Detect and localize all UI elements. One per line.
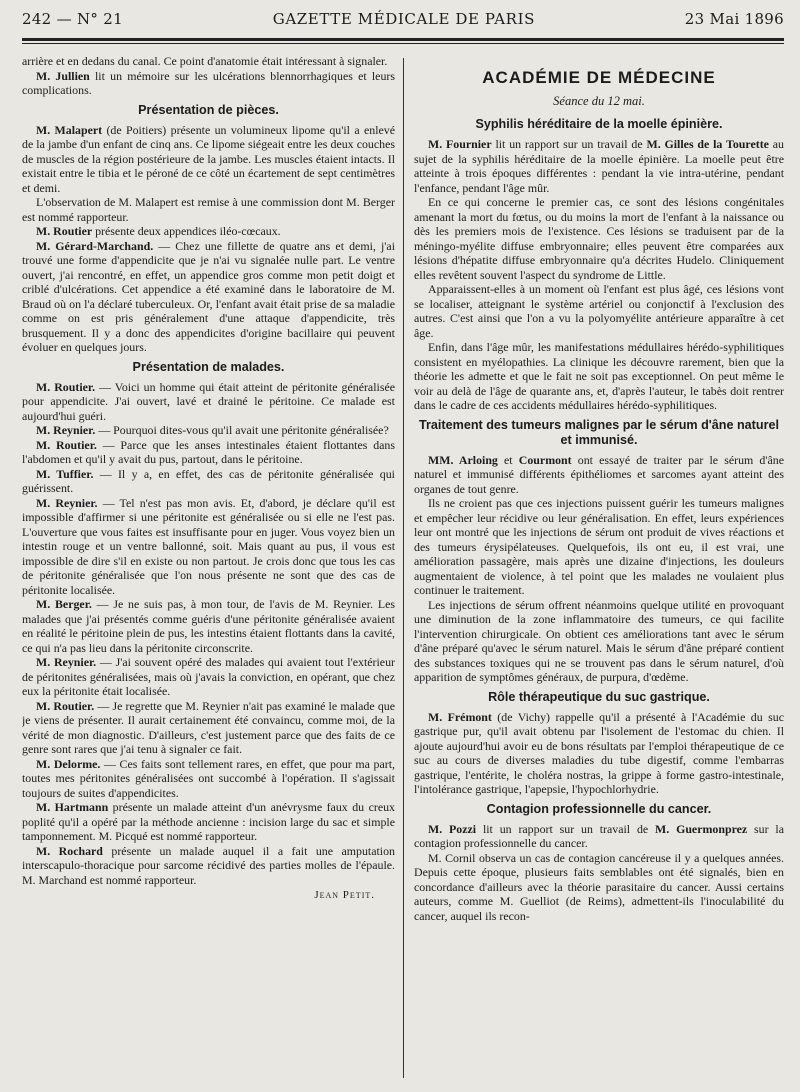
paragraph-text: — Ces faits sont tellement rares, en effet, que pour ma part, toutes mes péritonites généralisées ont succombé à l'opération. Il s'agissait toujours de suites d'appendicites. — [22, 756, 395, 800]
paragraph-routier-2 — [22, 380, 395, 424]
paragraph-fremont — [414, 710, 784, 797]
paragraph-text: lit un rapport sur un travail de — [491, 137, 647, 151]
speaker-name: M. Routier. — [36, 379, 96, 394]
paragraph-reynier-2 — [22, 496, 395, 598]
paragraph-arloing — [414, 453, 784, 497]
speaker-name: M. Delorme. — [36, 756, 101, 771]
paragraph-text: — Je regrette que M. Reynier n'ait pas examiné le malade que je viens de présenter. Il aurait certainement été convaincu, comme moi, de la vérité de mon diagnostic. D'ailleurs, c'est justement parce que des faits de ce genre sont rares que j'ai tenu à signaler ce fait. — [22, 698, 395, 756]
speaker-name: M. Frémont — [428, 709, 492, 724]
section-title-academie: ACADÉMIE DE MÉDECINE — [482, 68, 716, 87]
paragraph-reynier-3 — [22, 655, 395, 699]
paragraph-text: — Tel n'est pas mon avis. Et, d'abord, je déclare qu'il est impossible d'affirmer si une péritonite est généralisée ou si elle ne l'est pas. L'ouverture que vous faites est insuffisante pour en juger. Vous voyez bien un intestin rouge et un ventre ballonné, soit. Mais quant au pus, il vous est impossible de dire s'il en existe ou non partout. Je crois donc que tous les cas de péritonite généralisée que l'on nous présente ne sont que des cas de péritonite localisée. — [22, 495, 395, 597]
speaker-name: MM. Arloing — [428, 452, 498, 467]
paragraph-malapert — [22, 123, 395, 196]
header-rule-thin — [22, 43, 784, 44]
paragraph-text: — Voici un homme qui était atteint de péritonite généralisée pour appendicite. J'ai ouvert, lavé et drainé le péritoine. Ce malade est aujourd'hui guéri. — [22, 379, 395, 423]
paragraph-text: — Il y a, en effet, des cas de péritonite généralisée qui guérissent. — [22, 466, 395, 495]
author-signature: Jean Petit. — [314, 889, 375, 901]
speaker-name: M. Routier. — [36, 437, 97, 452]
paragraph-injections: Les injections de sérum offrent néanmoins quelque utilité en provoquant une diminution de la zone inflammatoire des tumeurs, ce qui facilite l'intervention chirurgicale. On obtient ces améliorations tant avec le sérum d'âne préparé qu'avec le sérum naturel. Mais le sérum d'âne préparé contient des substances toxiques qui ne se trouvent pas dans le sérum naturel, d'où apparition de symptômes généraux, de purpura, d'œdème. — [414, 597, 784, 684]
paragraph-cornil: M. Cornil observa un cas de contagion cancéreuse il y a quelques années. Depuis cette époque, plusieurs faits semblables ont été signalés, bien en concordance d'ailleurs avec la théorie parasitaire du cancer. Aussi certains auteurs, comme M. Guelliot (de Reims), admettent-ils l'inoculabilité du cancer, auquel ils recon- — [414, 850, 784, 923]
paragraph-fournier — [414, 137, 784, 195]
paragraph-text: lit un mémoire sur les ulcérations blennorrhagiques et leurs complications. — [22, 68, 395, 97]
columns — [22, 54, 784, 1078]
left-column — [22, 54, 403, 1074]
speaker-name: M. Malapert — [36, 122, 103, 137]
speaker-name: M. Berger. — [36, 597, 92, 611]
paragraph-text: (de Vichy) rappelle qu'il a présenté à l'Académie du suc gastrique pur, qu'il avait obtenu par l'isolement de l'estomac du chien. Il ajoute aujourd'hui avoir eu de bons résultats par l'emploi thérapeutique de ce suc au cours de diverses maladies du tube digestif, comme l'embarras gastrique, l'entérite, le choléra nostras, la grippe à forme gastro-intestinale, l'intolérance gastrique, l'apepsie, l'hypochlorhydrie. — [414, 709, 784, 796]
speaker-name: M. Rochard — [36, 843, 103, 858]
paragraph-text: ont essayé de traiter par le sérum d'âne naturel et immunisé différents épithéliomes et sarcomes ayant atteint des organes de tout genre. — [414, 452, 784, 496]
paragraph-routier-3 — [22, 438, 395, 467]
speaker-name: Courmont — [518, 452, 572, 467]
paragraph-routier-1 — [22, 224, 395, 239]
paragraph-rochard — [22, 844, 395, 888]
paragraph-text: présente deux appendices iléo-cœcaux. — [92, 224, 281, 238]
paragraph-apparaissent: Apparaissent-elles à un moment où l'enfant est plus âgé, ces lésions vont se localiser, atteignant le système artériel ou conjonctif à l'exclusion des autres. C'est ainsi que l'on a vu la polyomyélite antérieure apparaître à cet âge. — [414, 282, 784, 340]
author-name: M. Guermonprez — [655, 821, 748, 836]
speaker-name: M. Routier — [36, 224, 93, 238]
paragraph-gerard-marchand — [22, 239, 395, 355]
paragraph-hartmann — [22, 800, 395, 844]
speaker-name: M. Routier. — [36, 698, 95, 713]
author-name: M. Gilles de la Tourette — [646, 137, 769, 151]
paragraph-text: et — [497, 452, 519, 467]
paragraph-text: présente un malade auquel il a fait une amputation interscapulo-thoracique pour sarcome récidivé des parties molles de l'épaule. M. Marchand est nommé rapporteur. — [22, 843, 395, 887]
section-heading-tumeurs: Traitement des tumeurs malignes par le sérum d'âne naturel et immunisé. — [419, 417, 779, 447]
paragraph-text: — J'ai souvent opéré des malades qui avaient tout l'extérieur de péritonites généralisées, mais où j'avais la conviction, en opérant, que chez eux la péritonite était localisée. — [22, 655, 395, 698]
speaker-name: M. Reynier. — [36, 495, 98, 510]
paragraph-routier-4 — [22, 699, 395, 757]
paragraph-tuffier — [22, 467, 395, 496]
paragraph-delorme — [22, 757, 395, 801]
speaker-name: M. Hartmann — [36, 800, 109, 814]
page-header — [22, 10, 784, 32]
paragraph-text: (de Poitiers) présente un volumineux lipome qu'il a enlevé de la jambe d'un enfant de cinq ans. Ce lipome siégeait entre les deux couches de muscles de la région postérieure de la jambe. Les muscles étaient intacts. Il existait entre le tibia et le péroné de ce côté un écartement de sept centimètres et demi. — [22, 122, 395, 195]
paragraph-berger — [22, 597, 395, 655]
paragraph-text: sur la contagion professionnelle du cancer. — [414, 821, 784, 850]
speaker-name: M. Reynier. — [36, 655, 97, 669]
paragraph-text: lit un rapport sur un travail de — [476, 821, 656, 836]
paragraph-ils-ne-croient: Ils ne croient pas que ces injections puissent guérir les tumeurs malignes et empêcher leur récidive ou leur généralisation. En effet, leurs expériences leur ont montré que les injections de sérum ont produit de vives réactions et des tumeurs érysipélateuses. Quelquefois, ils ont eu, il est vrai, une amélioration passagère, mais après une dizaine d'injections, les douleurs augmentaient de violence, à tel point que les malades ne voulaient plus continuer le traitement. — [414, 496, 784, 597]
section-heading-malades: Présentation de malades. — [132, 359, 285, 374]
paragraph-text: — Je ne suis pas, à mon tour, de l'avis de M. Reynier. Les malades que j'ai présentés comme guéris d'une péritonite généralisée avaient en réalité le péritoine plein de pus, les intestins étaient flottants dans la cavité, ce qui n'a pas lieu dans la péritonite circonscrite. — [22, 597, 395, 655]
speaker-name: M. Jullien — [36, 68, 90, 83]
paragraph-pozzi — [414, 822, 784, 851]
speaker-name: M. Reynier. — [36, 423, 96, 437]
paragraph-premier-cas: En ce qui concerne le premier cas, ce sont des lésions congénitales amenant la mort du fœtus, ou du moins la mort de l'enfant à la naissance ou dès les premiers mois de l'existence. Ces lésions se traduisent par de la méningo-myélite diffuse embryonnaire; elles peuvent être comparées aux lésions d'hépatite diffuse embryonnaire qu'a décrites Hudelo. Cliniquement elles revêtent souvent l'aspect du syndrome de Little. — [414, 195, 784, 282]
speaker-name: M. Tuffier. — [36, 466, 94, 481]
section-heading-cancer: Contagion professionnelle du cancer. — [486, 801, 712, 816]
speaker-name: M. Fournier — [428, 137, 492, 151]
session-date: Séance du 12 mai. — [553, 94, 645, 108]
paragraph-intro: arrière et en dedans du canal. Ce point d'anatomie était intéressant à signaler. — [22, 54, 388, 68]
page-number: 242 — N° 21 — [22, 10, 123, 28]
paragraph-text: au sujet de la syphilis héréditaire de la moelle épinière. La moelle peut être atteinte à trois époques différentes : pendant la vie intra-utérine, pendant l'enfance, pendant l'âge mûr. — [414, 137, 784, 195]
speaker-name: M. Gérard-Marchand. — [36, 238, 154, 253]
section-heading-pieces: Présentation de pièces. — [138, 102, 279, 117]
section-heading-syphilis: Syphilis héréditaire de la moelle épinière. — [475, 117, 723, 131]
issue-date: 23 Mai 1896 — [684, 10, 784, 28]
paragraph-age-mur: Enfin, dans l'âge mûr, les manifestations médullaires hérédo-syphilitiques consistent en myélopathies. La clinique les découvre rarement, bien que la théorie les admette et que le fait ne soit pas exceptionnel. On peut même le voir au delà de l'âge de quarante ans, et, d'après l'auteur, le tabès doit rentrer dans le cadre de ces accidents médullaires hérédo-syphilitiques. — [414, 340, 784, 412]
paragraph-text: — Parce que les anses intestinales étaient flottantes dans l'abdomen et qu'il y avait du pus, partout, dans le péritoine. — [22, 437, 395, 466]
paragraph-text: présente un malade atteint d'un anévrysme faux du creux poplité qu'il a opéré par la méthode ancienne : incision large du sac et simple tamponnement. M. Picqué est nommé rapporteur. — [22, 800, 395, 843]
paragraph-reynier-1 — [22, 423, 395, 438]
paragraph-observation: L'observation de M. Malapert est remise à une commission dont M. Berger est nommé rapporteur. — [22, 195, 395, 224]
paragraph-jullien — [22, 69, 395, 98]
paragraph-text: — Chez une fillette de quatre ans et demi, j'ai trouvé une forme d'appendicite que je n'ai vu signalée nulle part. Le ventre ouvert, j'ai rencontré, en effet, un appendice gros comme mon petit doigt et criblé d'ulcérations. Cet appendice a été examiné dans le laboratoire de M. Braud où on l'a déclaré tuberculeux. Or, l'enfant avait était prise de sa maladie comme on est pris généralement d'une attaque d'appendicite, très brusquement. Il y a donc des appendicites d'origine bacillaire qui peuvent évoluer en quelques jours. — [22, 238, 395, 354]
header-rule-thick — [22, 38, 784, 41]
speaker-name: M. Pozzi — [428, 821, 477, 836]
paragraph-text: — Pourquoi dites-vous qu'il avait une péritonite généralisée? — [95, 423, 389, 437]
right-column — [404, 54, 784, 1074]
section-heading-suc-gastrique: Rôle thérapeutique du suc gastrique. — [488, 689, 710, 704]
journal-title: GAZETTE MÉDICALE DE PARIS — [272, 10, 535, 28]
